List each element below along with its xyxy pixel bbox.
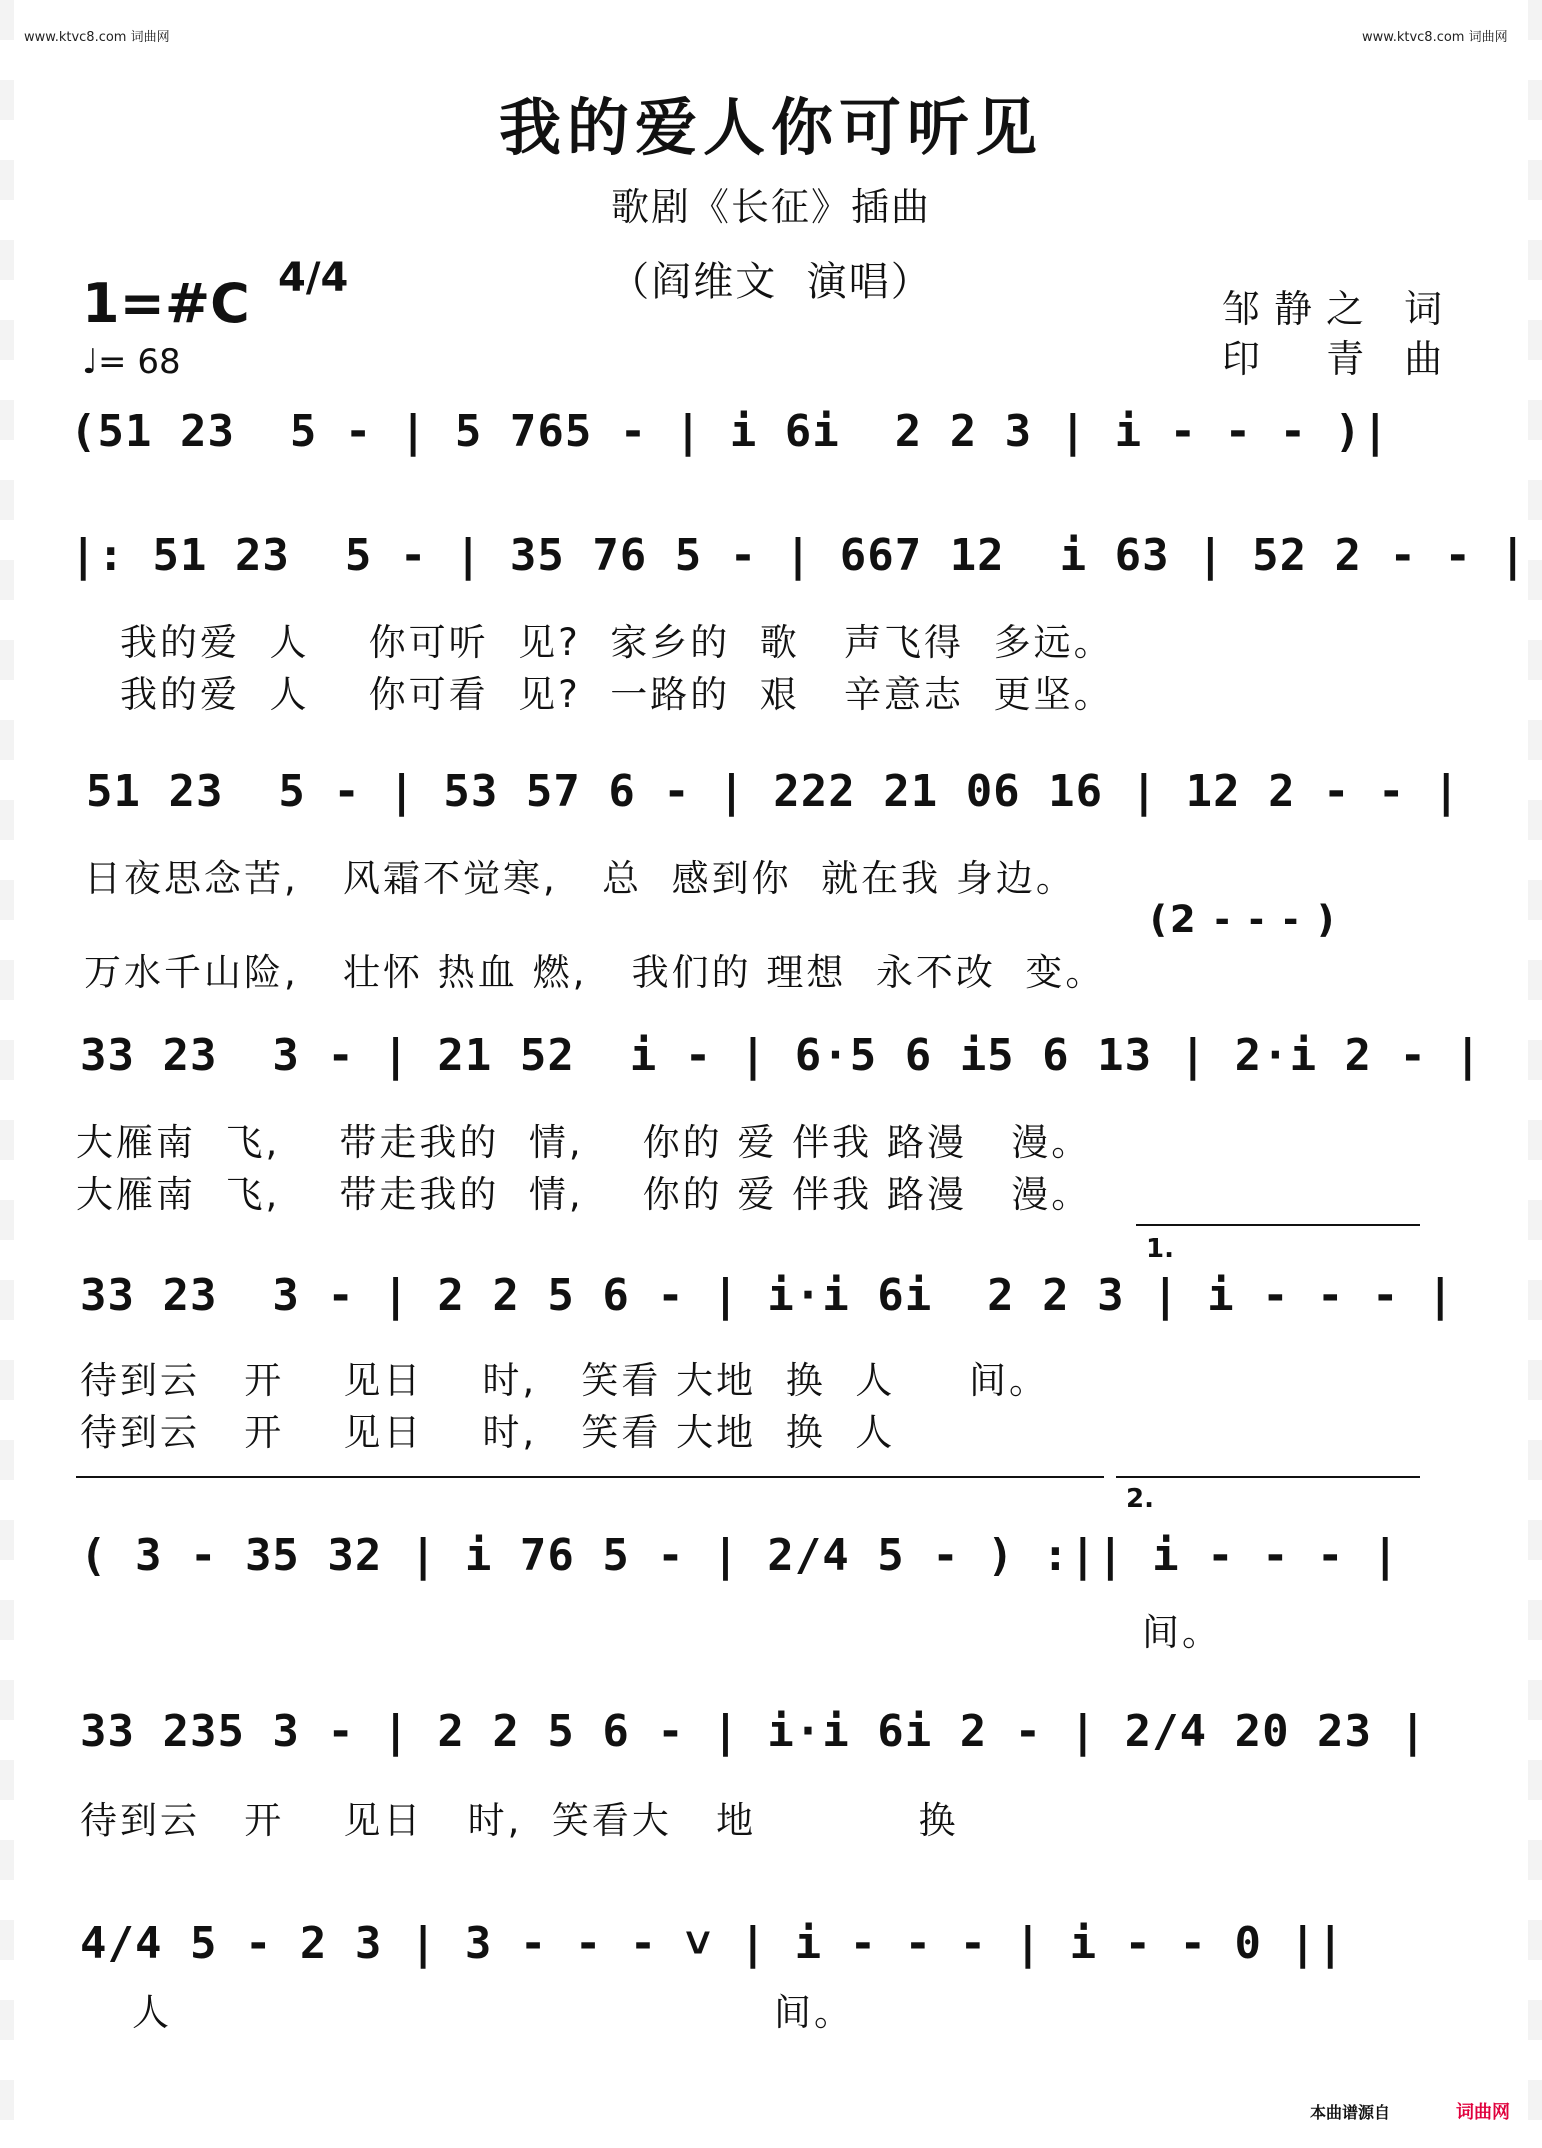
system-3-lyric-1: 日夜思念苦, 风霜不觉寒, 总 感到你 就在我 身边。 (84, 857, 1076, 900)
system-6-notes: ( 3 - 35 32 | i 76 5 - | 2/4 5 - ) :|| i - - - | (80, 1530, 1400, 1581)
watermark-right[interactable]: www.ktvc8.com 词曲网 (1362, 30, 1508, 45)
system-4-lyric-1: 大雁南 飞, 带走我的 情, 你的 爱 伴我 路漫 漫。 (76, 1121, 1092, 1164)
system-4-lyric-2: 大雁南 飞, 带走我的 情, 你的 爱 伴我 路漫 漫。 (76, 1173, 1092, 1216)
system-3-aside: (2 - - - ) (1150, 898, 1338, 941)
system-2-lyric-1: 我的爱 人 你可听 见? 家乡的 歌 声飞得 多远。 (120, 621, 1114, 664)
song-title: 我的爱人你可听见 (498, 91, 1043, 164)
time-signature: 4/4 (278, 255, 349, 301)
system-5-notes: 33 23 3 - | 2 2 5 6 - | i·i 6i 2 2 3 | i - - - | (80, 1270, 1455, 1321)
tempo-marking: ♩= 68 (82, 342, 181, 382)
footer-brand-link[interactable]: 词曲网 (1456, 2102, 1510, 2123)
volta-1-bracket (1136, 1224, 1420, 1226)
system-4-notes: 33 23 3 - | 21 52 i - | 6·5 6 i5 6 13 | 2·i 2 - | (80, 1030, 1483, 1081)
repeat-overline (76, 1476, 1104, 1478)
left-watermark-strip (0, 0, 14, 2148)
system-8-notes: 4/4 5 - 2 3 | 3 - - - ˅ | i - - - | i - - 0 || (80, 1918, 1345, 1969)
system-8-lyric-2: 间。 (774, 1991, 854, 2034)
system-6-lyric-1: 间。 (1142, 1611, 1222, 1654)
system-8-lyric-1: 人 (132, 1991, 172, 2034)
system-7-notes: 33 235 3 - | 2 2 5 6 - | i·i 6i 2 - | 2/4 20 23 | (80, 1706, 1428, 1757)
watermark-left[interactable]: www.ktvc8.com 词曲网 (24, 30, 170, 45)
volta-2-bracket (1116, 1476, 1420, 1478)
composer-credit: 印 青 曲 (1222, 337, 1457, 381)
system-3-notes: 51 23 5 - | 53 57 6 - | 222 21 06 16 | 12 2 - - | (86, 766, 1461, 817)
song-singer: （阎维文 演唱） (609, 259, 933, 305)
lyricist-credit: 邹静之 词 (1222, 287, 1457, 331)
volta-2-label: 2. (1126, 1484, 1154, 1514)
system-2-lyric-2: 我的爱 人 你可看 见? 一路的 艰 辛意志 更坚。 (120, 673, 1114, 716)
system-5-lyric-2: 待到云 开 见日 时, 笑看 大地 换 人 (80, 1411, 896, 1454)
song-subtitle: 歌剧《长征》插曲 (610, 185, 931, 229)
footer-source-label: 本曲谱源自 (1310, 2103, 1391, 2122)
key-signature: 1=#C (82, 272, 250, 335)
volta-1-label: 1. (1146, 1234, 1174, 1264)
system-1-notes: (51 23 5 - | 5 765 - | i 6i 2 2 3 | i - - - )| (70, 406, 1390, 457)
system-5-lyric-1: 待到云 开 见日 时, 笑看 大地 换 人 间。 (80, 1359, 1050, 1402)
system-3-lyric-2: 万水千山险, 壮怀 热血 燃, 我们的 理想 永不改 变。 (84, 951, 1106, 994)
system-7-lyric-1: 待到云 开 见日 时, 笑看大 地 换 (80, 1799, 959, 1842)
right-watermark-strip (1528, 0, 1542, 2148)
system-2-notes: |: 51 23 5 - | 35 76 5 - | 667 12 i 63 | 52 2 - - | (70, 530, 1527, 581)
